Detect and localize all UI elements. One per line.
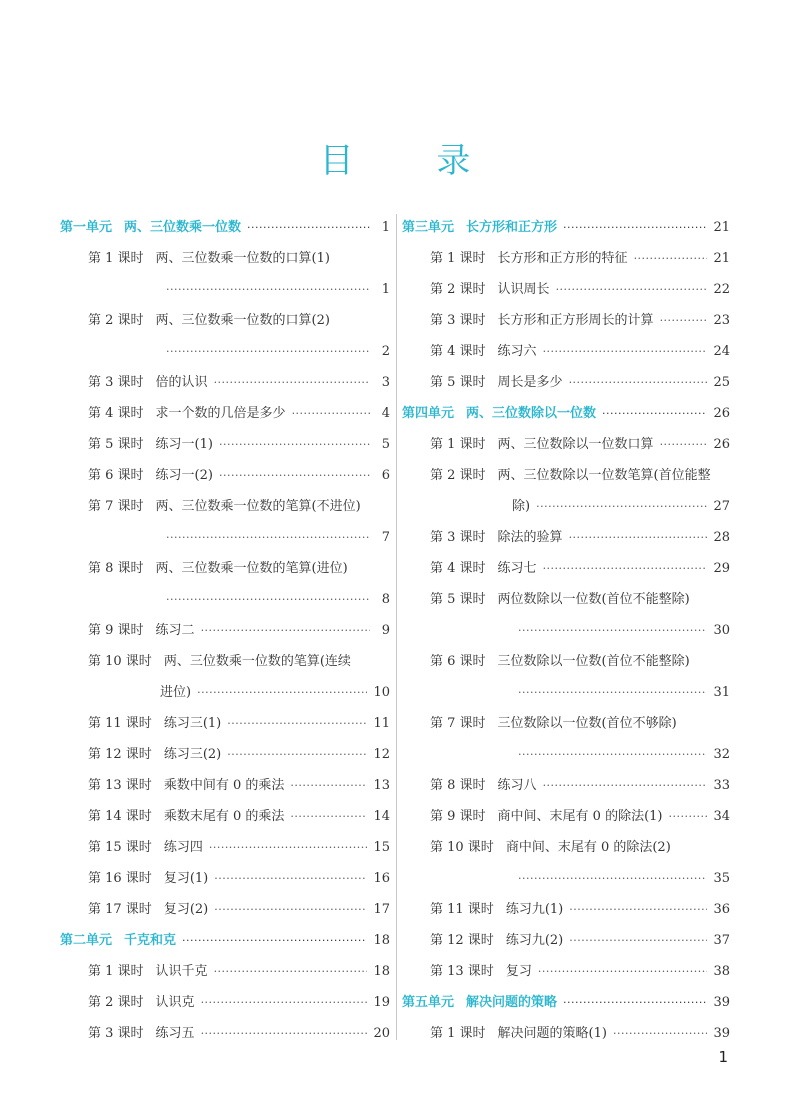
entry-page-number: 20 bbox=[373, 1026, 390, 1041]
entry-page-number: 32 bbox=[713, 747, 730, 762]
entry-label: 第 9 课时 bbox=[88, 623, 144, 638]
toc-lesson-entry bbox=[402, 925, 730, 956]
entry-title: 乘数中间有 0 的乘法 bbox=[163, 778, 285, 793]
entry-label: 第 2 课时 bbox=[430, 468, 486, 483]
entry-page-number: 13 bbox=[373, 778, 390, 793]
entry-title: 练习四 bbox=[163, 840, 203, 855]
toc-lesson-entry bbox=[402, 336, 730, 367]
toc-lesson-entry bbox=[60, 553, 390, 615]
toc-lesson-entry bbox=[60, 367, 390, 398]
entry-title-continued: 除) bbox=[512, 499, 531, 514]
entry-label: 第 7 课时 bbox=[88, 499, 144, 514]
entry-title: 乘数末尾有 0 的乘法 bbox=[163, 809, 285, 824]
dot-leader bbox=[201, 615, 370, 646]
dot-leader bbox=[569, 367, 708, 398]
entry-title: 练习三(2) bbox=[163, 747, 222, 762]
entry-page-number: 14 bbox=[373, 809, 390, 824]
column-divider bbox=[396, 214, 397, 1040]
entry-label: 第 8 课时 bbox=[88, 561, 144, 576]
entry-page-number: 35 bbox=[713, 871, 730, 886]
entry-title: 复习 bbox=[505, 964, 532, 979]
entry-title: 两、三位数乘一位数的笔算(不进位) bbox=[155, 499, 361, 514]
toc-lesson-entry bbox=[402, 305, 730, 336]
dot-leader bbox=[543, 336, 708, 367]
toc-lesson-entry bbox=[60, 243, 390, 305]
dot-leader bbox=[569, 522, 708, 553]
dot-leader bbox=[219, 429, 370, 460]
toc-lesson-entry bbox=[60, 491, 390, 553]
dot-leader bbox=[219, 460, 370, 491]
entry-title: 长方形和正方形的特征 bbox=[497, 251, 628, 266]
entry-page-number: 39 bbox=[713, 995, 730, 1010]
dot-leader bbox=[569, 894, 707, 925]
entry-page-number: 4 bbox=[381, 406, 390, 421]
toc-lesson-entry bbox=[402, 429, 730, 460]
entry-title: 求一个数的几倍是多少 bbox=[155, 406, 286, 421]
entry-label: 第 12 课时 bbox=[430, 933, 494, 948]
dot-leader bbox=[669, 801, 708, 832]
entry-page-number: 18 bbox=[373, 964, 390, 979]
entry-label: 第 2 课时 bbox=[88, 313, 144, 328]
entry-page-number: 15 bbox=[373, 840, 390, 855]
entry-page-number: 2 bbox=[381, 344, 390, 359]
dot-leader bbox=[201, 987, 368, 1018]
entry-title: 认识克 bbox=[155, 995, 195, 1010]
toc-lesson-entry bbox=[60, 1018, 390, 1049]
toc-lesson-entry bbox=[402, 553, 730, 584]
entry-label: 第 2 课时 bbox=[430, 282, 486, 297]
entry-title: 解决问题的策略(1) bbox=[497, 1026, 607, 1041]
entry-label: 第 15 课时 bbox=[88, 840, 152, 855]
entry-title: 除法的验算 bbox=[497, 530, 563, 545]
toc-lesson-entry bbox=[402, 894, 730, 925]
toc-lesson-entry bbox=[402, 522, 730, 553]
dot-leader bbox=[292, 398, 370, 429]
toc-lesson-entry bbox=[60, 894, 390, 925]
toc-lesson-entry bbox=[402, 460, 730, 522]
dot-leader bbox=[227, 708, 367, 739]
entry-label: 第 5 课时 bbox=[88, 437, 144, 452]
dot-leader bbox=[209, 832, 368, 863]
entry-page-number: 21 bbox=[713, 251, 730, 266]
entry-page-number: 17 bbox=[373, 902, 390, 917]
dot-leader bbox=[569, 925, 707, 956]
dot-leader bbox=[166, 522, 370, 553]
toc-lesson-entry bbox=[402, 708, 730, 770]
entry-title: 两、三位数乘一位数的笔算(进位) bbox=[155, 561, 348, 576]
page-title: 目 录 bbox=[319, 141, 507, 181]
entry-label: 第 5 课时 bbox=[430, 375, 486, 390]
entry-page-number: 37 bbox=[713, 933, 730, 948]
dot-leader bbox=[518, 615, 707, 646]
entry-label: 第 3 课时 bbox=[430, 313, 486, 328]
entry-label: 第 1 课时 bbox=[430, 437, 486, 452]
entry-label: 第 9 课时 bbox=[430, 809, 486, 824]
entry-label: 第 17 课时 bbox=[88, 902, 152, 917]
dot-leader bbox=[290, 770, 367, 801]
entry-title: 三位数除以一位数(首位不能整除) bbox=[497, 654, 690, 669]
toc-left-column bbox=[60, 212, 390, 1049]
toc-unit-entry bbox=[60, 925, 390, 956]
entry-page-number: 21 bbox=[713, 220, 730, 235]
entry-label: 第 1 课时 bbox=[88, 964, 144, 979]
toc-lesson-entry bbox=[60, 646, 390, 708]
entry-label: 第 6 课时 bbox=[430, 654, 486, 669]
entry-page-number: 5 bbox=[381, 437, 390, 452]
entry-label: 第 11 课时 bbox=[430, 902, 494, 917]
entry-label: 第 1 课时 bbox=[88, 251, 144, 266]
entry-label: 第 4 课时 bbox=[430, 561, 486, 576]
entry-label: 第四单元 bbox=[402, 406, 455, 421]
dot-leader bbox=[634, 243, 708, 274]
entry-label: 第 16 课时 bbox=[88, 871, 152, 886]
dot-leader bbox=[543, 770, 708, 801]
entry-title: 练习九(1) bbox=[505, 902, 564, 917]
entry-page-number: 28 bbox=[713, 530, 730, 545]
entry-page-number: 26 bbox=[713, 437, 730, 452]
entry-title: 长方形和正方形 bbox=[466, 220, 558, 235]
dot-leader bbox=[227, 739, 367, 770]
dot-leader bbox=[563, 987, 707, 1018]
entry-page-number: 7 bbox=[381, 530, 390, 545]
entry-title: 两、三位数除以一位数笔算(首位能整 bbox=[497, 468, 711, 483]
toc-unit-entry bbox=[402, 987, 730, 1018]
entry-page-number: 16 bbox=[373, 871, 390, 886]
entry-label: 第五单元 bbox=[402, 995, 455, 1010]
entry-title: 认识周长 bbox=[497, 282, 550, 297]
toc-lesson-entry bbox=[60, 832, 390, 863]
entry-label: 第 1 课时 bbox=[430, 251, 486, 266]
entry-title: 练习一(1) bbox=[155, 437, 213, 452]
dot-leader bbox=[536, 491, 707, 522]
toc-unit-entry bbox=[402, 398, 730, 429]
toc-lesson-entry bbox=[402, 367, 730, 398]
entry-page-number: 33 bbox=[713, 778, 730, 793]
entry-title: 练习一(2) bbox=[155, 468, 213, 483]
page-number: 1 bbox=[718, 1048, 728, 1066]
entry-title: 练习九(2) bbox=[505, 933, 564, 948]
toc-lesson-entry bbox=[60, 398, 390, 429]
entry-page-number: 25 bbox=[713, 375, 730, 390]
entry-title: 倍的认识 bbox=[155, 375, 208, 390]
entry-label: 第 10 课时 bbox=[430, 840, 494, 855]
toc-lesson-entry bbox=[402, 832, 730, 894]
entry-page-number: 29 bbox=[713, 561, 730, 576]
dot-leader bbox=[518, 863, 707, 894]
dot-leader bbox=[538, 956, 708, 987]
entry-title: 千克和克 bbox=[124, 933, 177, 948]
entry-title: 两、三位数乘一位数的笔算(连续 bbox=[163, 654, 351, 669]
entry-title: 练习二 bbox=[155, 623, 195, 638]
dot-leader bbox=[660, 429, 708, 460]
entry-label: 第 8 课时 bbox=[430, 778, 486, 793]
entry-label: 第 3 课时 bbox=[88, 1026, 144, 1041]
dot-leader bbox=[556, 274, 708, 305]
dot-leader bbox=[518, 739, 707, 770]
entry-title: 解决问题的策略 bbox=[466, 995, 558, 1010]
entry-label: 第 13 课时 bbox=[430, 964, 494, 979]
toc-lesson-entry bbox=[60, 429, 390, 460]
dot-leader bbox=[660, 305, 708, 336]
entry-title: 两、三位数乘一位数的口算(2) bbox=[155, 313, 330, 328]
entry-title: 三位数除以一位数(首位不够除) bbox=[497, 716, 677, 731]
entry-title: 两、三位数除以一位数口算 bbox=[497, 437, 654, 452]
toc-lesson-entry bbox=[402, 770, 730, 801]
dot-leader bbox=[166, 336, 370, 367]
toc-right-column bbox=[402, 212, 730, 1049]
toc-lesson-entry bbox=[60, 305, 390, 367]
toc-unit-entry bbox=[402, 212, 730, 243]
entry-page-number: 3 bbox=[381, 375, 390, 390]
entry-page-number: 1 bbox=[381, 220, 390, 235]
entry-label: 第 3 课时 bbox=[430, 530, 486, 545]
entry-label: 第 2 课时 bbox=[88, 995, 144, 1010]
entry-title: 练习八 bbox=[497, 778, 537, 793]
entry-label: 第 4 课时 bbox=[88, 406, 144, 421]
entry-title: 认识千克 bbox=[155, 964, 208, 979]
entry-page-number: 19 bbox=[373, 995, 390, 1010]
entry-label: 第 7 课时 bbox=[430, 716, 486, 731]
entry-page-number: 1 bbox=[381, 282, 390, 297]
dot-leader bbox=[613, 1018, 707, 1049]
toc-lesson-entry bbox=[60, 708, 390, 739]
entry-title: 两位数除以一位数(首位不能整除) bbox=[497, 592, 690, 607]
toc-lesson-entry bbox=[402, 274, 730, 305]
toc-lesson-entry bbox=[402, 1018, 730, 1049]
entry-label: 第三单元 bbox=[402, 220, 455, 235]
toc-lesson-entry bbox=[402, 584, 730, 646]
entry-label: 第 3 课时 bbox=[88, 375, 144, 390]
toc-unit-entry bbox=[60, 212, 390, 243]
entry-page-number: 11 bbox=[373, 716, 390, 731]
entry-label: 第 11 课时 bbox=[88, 716, 152, 731]
entry-page-number: 18 bbox=[373, 933, 390, 948]
toc-lesson-entry bbox=[60, 739, 390, 770]
entry-title: 复习(1) bbox=[163, 871, 209, 886]
entry-page-number: 12 bbox=[373, 747, 390, 762]
dot-leader bbox=[214, 894, 367, 925]
dot-leader bbox=[166, 274, 370, 305]
entry-title: 两、三位数除以一位数 bbox=[466, 406, 597, 421]
dot-leader bbox=[543, 553, 708, 584]
dot-leader bbox=[214, 367, 370, 398]
dot-leader bbox=[166, 584, 370, 615]
toc-lesson-entry bbox=[402, 956, 730, 987]
entry-page-number: 36 bbox=[713, 902, 730, 917]
entry-label: 第 1 课时 bbox=[430, 1026, 486, 1041]
entry-title-continued: 进位) bbox=[160, 685, 192, 700]
entry-label: 第 6 课时 bbox=[88, 468, 144, 483]
entry-title: 两、三位数乘一位数 bbox=[124, 220, 242, 235]
dot-leader bbox=[182, 925, 367, 956]
entry-label: 第 12 课时 bbox=[88, 747, 152, 762]
dot-leader bbox=[214, 863, 367, 894]
toc-lesson-entry bbox=[402, 243, 730, 274]
entry-label: 第 10 课时 bbox=[88, 654, 152, 669]
toc-lesson-entry bbox=[402, 801, 730, 832]
entry-title: 长方形和正方形周长的计算 bbox=[497, 313, 654, 328]
dot-leader bbox=[563, 212, 707, 243]
entry-page-number: 39 bbox=[713, 1026, 730, 1041]
entry-label: 第二单元 bbox=[60, 933, 113, 948]
toc-lesson-entry bbox=[60, 801, 390, 832]
entry-page-number: 34 bbox=[713, 809, 730, 824]
toc-lesson-entry bbox=[60, 460, 390, 491]
entry-title: 练习三(1) bbox=[163, 716, 222, 731]
dot-leader bbox=[201, 1018, 368, 1049]
dot-leader bbox=[518, 677, 707, 708]
entry-title: 两、三位数乘一位数的口算(1) bbox=[155, 251, 330, 266]
entry-page-number: 9 bbox=[381, 623, 390, 638]
toc-lesson-entry bbox=[60, 863, 390, 894]
entry-page-number: 6 bbox=[381, 468, 390, 483]
entry-title: 商中间、末尾有 0 的除法(1) bbox=[497, 809, 663, 824]
toc-lesson-entry bbox=[402, 646, 730, 708]
entry-page-number: 22 bbox=[713, 282, 730, 297]
entry-label: 第 13 课时 bbox=[88, 778, 152, 793]
entry-label: 第 4 课时 bbox=[430, 344, 486, 359]
entry-title: 复习(2) bbox=[163, 902, 209, 917]
dot-leader bbox=[290, 801, 367, 832]
entry-page-number: 23 bbox=[713, 313, 730, 328]
entry-title: 商中间、末尾有 0 的除法(2) bbox=[505, 840, 671, 855]
entry-page-number: 26 bbox=[713, 406, 730, 421]
toc-lesson-entry bbox=[60, 615, 390, 646]
entry-page-number: 8 bbox=[381, 592, 390, 607]
dot-leader bbox=[602, 398, 707, 429]
entry-page-number: 24 bbox=[713, 344, 730, 359]
dot-leader bbox=[197, 677, 367, 708]
dot-leader bbox=[214, 956, 368, 987]
entry-title: 练习六 bbox=[497, 344, 537, 359]
entry-title: 练习七 bbox=[497, 561, 537, 576]
entry-page-number: 38 bbox=[713, 964, 730, 979]
entry-title: 练习五 bbox=[155, 1026, 195, 1041]
entry-title: 周长是多少 bbox=[497, 375, 563, 390]
entry-page-number: 27 bbox=[713, 499, 730, 514]
toc-lesson-entry bbox=[60, 956, 390, 987]
dot-leader bbox=[247, 212, 370, 243]
entry-page-number: 10 bbox=[373, 685, 390, 700]
entry-label: 第 14 课时 bbox=[88, 809, 152, 824]
entry-page-number: 31 bbox=[713, 685, 730, 700]
entry-page-number: 30 bbox=[713, 623, 730, 638]
entry-label: 第一单元 bbox=[60, 220, 113, 235]
toc-lesson-entry bbox=[60, 987, 390, 1018]
entry-label: 第 5 课时 bbox=[430, 592, 486, 607]
toc-lesson-entry bbox=[60, 770, 390, 801]
